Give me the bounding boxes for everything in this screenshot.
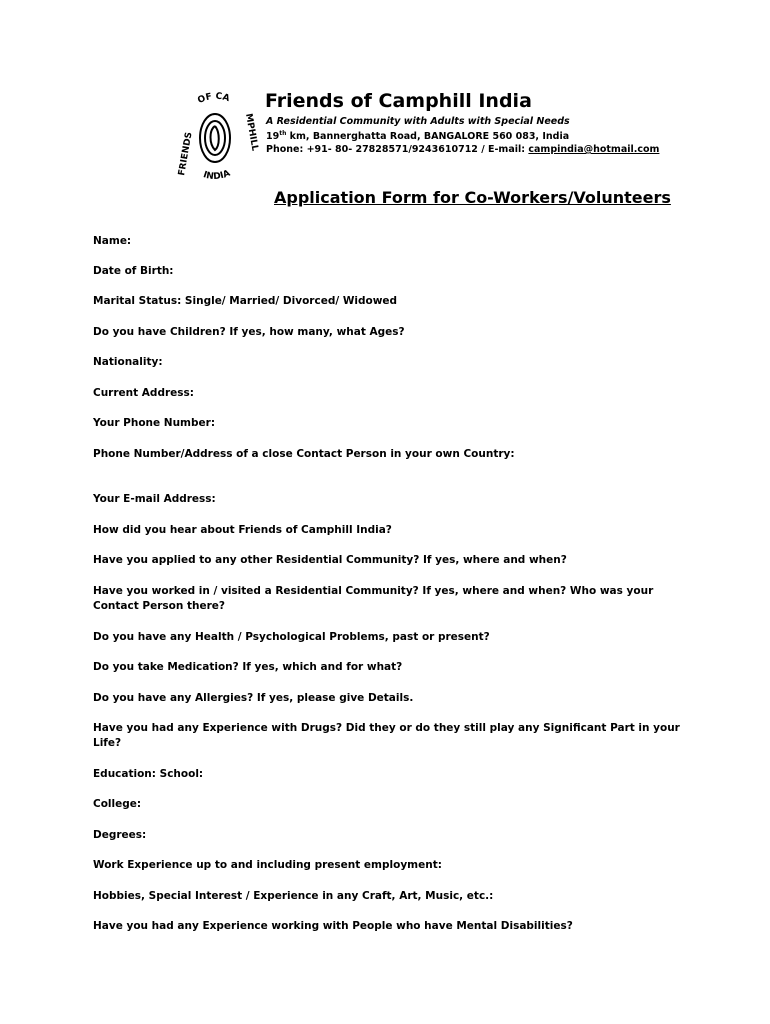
field-contact-person: Phone Number/Address of a close Contact Person in your own Country: (93, 448, 515, 460)
field-health: Do you have any Health / Psychological Problems, past or present? (93, 631, 490, 643)
field-drugs: Have you had any Experience with Drugs? Did they or do they still play any Significant Part in your Life? (93, 722, 680, 749)
field-education-school: Education: School: (93, 768, 204, 780)
field-medication: Do you take Medication? If yes, which and for what? (93, 661, 403, 673)
field-phone-number: Your Phone Number: (93, 417, 216, 429)
logo-text-bottom: INDIA (201, 168, 232, 183)
field-hobbies: Hobbies, Special Interest / Experience in any Craft, Art, Music, etc.: (93, 890, 494, 902)
spiral-icon (200, 114, 230, 162)
form-title: Application Form for Co-Workers/Volunteers (274, 188, 671, 207)
field-college: College: (93, 798, 142, 810)
address-ordinal: th (279, 130, 287, 137)
field-current-address: Current Address: (93, 387, 194, 399)
address-rest: km, Bannerghatta Road, BANGALORE 560 083, India (286, 131, 570, 143)
field-degrees: Degrees: (93, 829, 147, 841)
field-date-of-birth: Date of Birth: (93, 265, 174, 277)
organization-tagline: A Residential Community with Adults with Special Needs (266, 116, 570, 127)
svg-text:INDIA (202, 169, 232, 183)
field-disability-experience: Have you had any Experience working with People who have Mental Disabilities? (93, 920, 573, 932)
contact-line (266, 144, 659, 155)
field-how-heard: How did you hear about Friends of Camphill India? (93, 524, 392, 536)
field-allergies: Do you have any Allergies? If yes, please give Details. (93, 692, 414, 704)
address-km: 19 (266, 131, 280, 143)
field-nationality: Nationality: (93, 356, 163, 368)
field-work-experience: Work Experience up to and including present employment: (93, 859, 442, 871)
camphill-logo (170, 86, 260, 192)
field-marital-status: Marital Status: Single/ Married/ Divorced/ Widowed (93, 295, 398, 307)
field-worked-visited: Have you worked in / visited a Residential Community? If yes, where and when? Who was your Contact Person there? (93, 585, 654, 612)
organization-address (266, 130, 569, 142)
logo-text-top: OF CA (196, 91, 231, 106)
logo-text-left: FRIENDS (177, 131, 195, 177)
field-children: Do you have Children? If yes, how many, what Ages? (93, 326, 405, 338)
field-name: Name: (93, 235, 132, 247)
field-other-community: Have you applied to any other Residential Community? If yes, where and when? (93, 554, 567, 566)
email-link[interactable]: campindia@hotmail.com (528, 144, 660, 155)
phone-text: Phone: +91- 80- 27828571/9243610712 / E-mail: (266, 144, 529, 155)
svg-text:OF CA (196, 92, 230, 106)
field-email-address: Your E-mail Address: (93, 493, 216, 505)
logo-text-right: MPHILL (243, 112, 260, 152)
organization-name: Friends of Camphill India (265, 90, 532, 112)
